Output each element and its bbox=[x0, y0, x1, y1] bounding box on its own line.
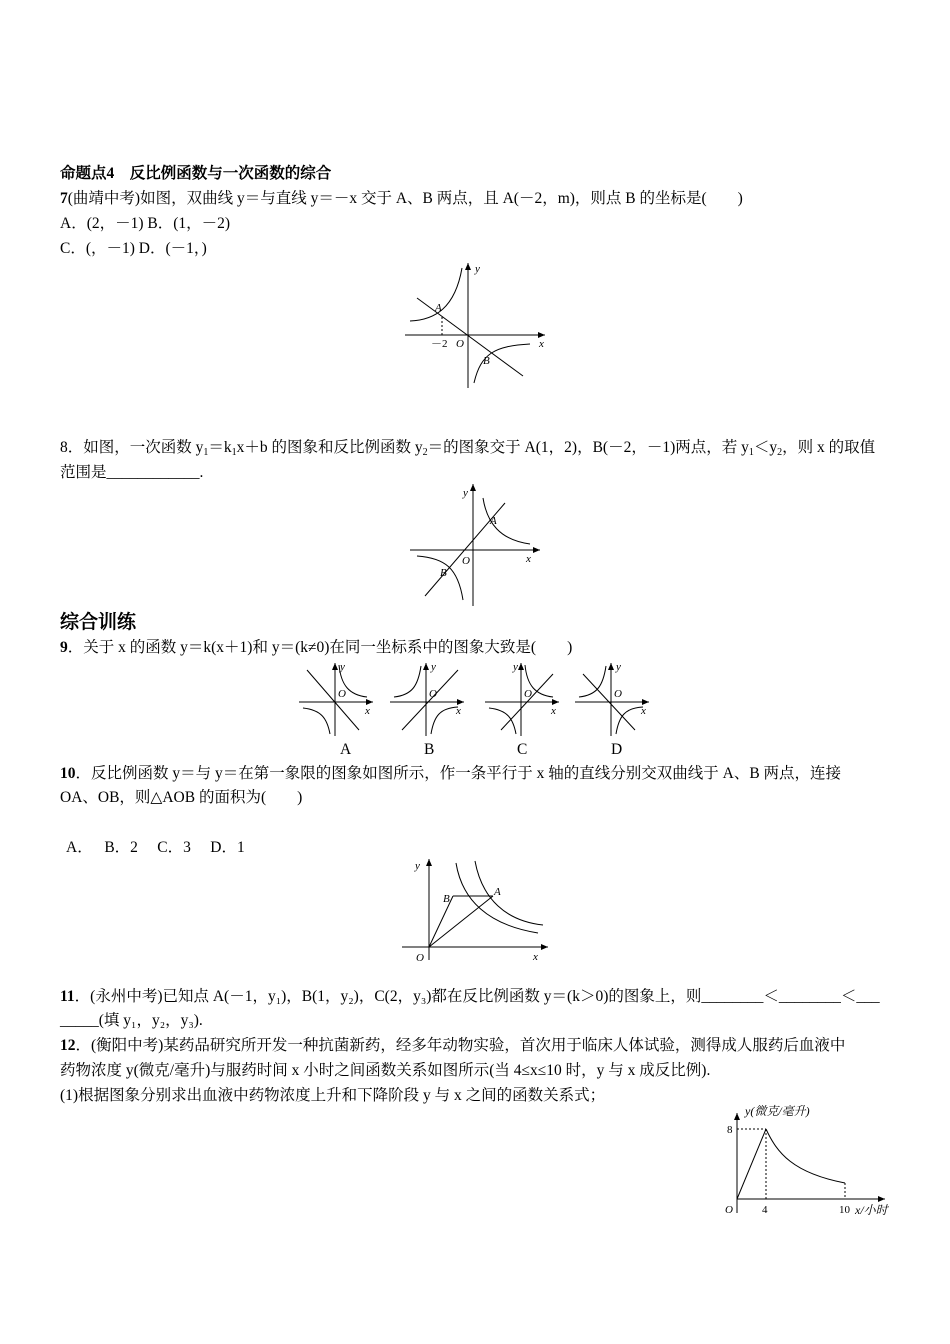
q11-line2: _____(填 y₁，y₂，y₃). bbox=[60, 1012, 203, 1029]
q9c-curve2 bbox=[489, 708, 516, 734]
q9a-o: O bbox=[338, 688, 346, 700]
q7-stem bbox=[60, 189, 743, 209]
section-title: 命题点4 反比例函数与一次函数的综合 bbox=[60, 165, 332, 182]
q12-tick-8: 8 bbox=[727, 1124, 733, 1136]
q9d-curve2 bbox=[616, 707, 643, 734]
q10-stem-text: ．反比例函数 y＝与 y＝在第一象限的图象如图所示，作一条平行于 x 轴的直线分别交双曲线于 A、B 两点，连接 bbox=[75, 765, 842, 782]
q9-graph-b bbox=[388, 660, 468, 738]
q9d-y: y bbox=[616, 661, 621, 673]
q10-line2: OA、OB，则△AOB 的面积为( ) bbox=[60, 789, 303, 806]
q12-y-label: y(微克/毫升) bbox=[745, 1104, 810, 1118]
q9-graph-c bbox=[483, 660, 563, 738]
q12-line1-text: ．(衡阳中考)某药品研究所开发一种抗菌新药，经多年动物实验，首次用于临床人体试验，测得成人服药后血液中 bbox=[75, 1037, 846, 1054]
q9-option-c: C bbox=[517, 741, 528, 758]
q10-curve-inner bbox=[456, 863, 538, 933]
q10-segment-oa bbox=[429, 896, 493, 947]
q9a-y: y bbox=[340, 661, 345, 673]
q9d-curve1 bbox=[579, 666, 606, 697]
q7-origin-label: O bbox=[456, 338, 464, 350]
q9-graph-a bbox=[297, 660, 377, 738]
q9b-x: x bbox=[456, 705, 461, 717]
q8-origin-label: O bbox=[462, 555, 470, 567]
q10-stem bbox=[60, 764, 841, 784]
q8-sub1: 1 bbox=[203, 447, 209, 458]
q9-option-a: A bbox=[340, 741, 352, 758]
q9c-o: O bbox=[524, 688, 532, 700]
q10-curve-outer bbox=[475, 861, 543, 925]
q9c-y: y bbox=[513, 661, 518, 673]
q7-number: 7 bbox=[60, 190, 68, 207]
q8-stem bbox=[60, 438, 875, 463]
q9b-curve2 bbox=[431, 707, 458, 734]
q9a-curve2 bbox=[303, 708, 330, 734]
q7-options-2: C．(，－1) D．(－1，) bbox=[60, 240, 207, 257]
q12-x-label: x/小时 bbox=[855, 1203, 888, 1217]
q12-rise-line bbox=[737, 1129, 766, 1199]
q9-option-d: D bbox=[611, 741, 623, 758]
q7-x-label: x bbox=[539, 338, 544, 350]
q12-line2: 药物浓度 y(微克/毫升)与服药时间 x 小时之间函数关系如图所示(当 4≤x≤10 时，y 与 x 成反比例). bbox=[60, 1062, 711, 1079]
q9-number: 9 bbox=[60, 639, 68, 656]
q8-t5: ＜y bbox=[753, 439, 778, 456]
q8-x-label: x bbox=[526, 553, 531, 565]
q10-point-a: A bbox=[494, 886, 501, 898]
q12-tick-4: 4 bbox=[762, 1204, 768, 1216]
q12-line1 bbox=[60, 1036, 845, 1056]
q9-graph-d bbox=[573, 660, 653, 738]
q10-y-label: y bbox=[415, 860, 420, 872]
q9b-y: y bbox=[431, 661, 436, 673]
q8-point-b: B bbox=[440, 567, 447, 579]
q12-origin: O bbox=[725, 1204, 733, 1216]
q8-sub2: 1 bbox=[231, 447, 237, 458]
q12-number: 12 bbox=[60, 1037, 76, 1054]
q9c-x: x bbox=[551, 705, 556, 717]
q7-point-a: A bbox=[435, 302, 442, 314]
q11-number: 11 bbox=[60, 988, 75, 1005]
q9-stem-text: ．关于 x 的函数 y＝k(x＋1)和 y＝(k≠0)在同一坐标系中的图象大致是( ) bbox=[67, 639, 573, 656]
q10-x-label: x bbox=[533, 951, 538, 963]
q7-point-b: B bbox=[483, 355, 490, 367]
q9d-o: O bbox=[614, 688, 622, 700]
q8-line2: 范围是____________. bbox=[60, 464, 204, 481]
q8-t2: ＝k bbox=[208, 439, 232, 456]
q9b-o: O bbox=[429, 688, 437, 700]
q10-origin: O bbox=[416, 952, 424, 964]
q9b-line bbox=[402, 670, 458, 730]
q8-t4: ＝的图象交于 A(1，2)，B(－2，－1)两点，若 y bbox=[427, 439, 749, 456]
q12-tick-10: 10 bbox=[839, 1204, 850, 1216]
q9d-x: x bbox=[641, 705, 646, 717]
q7-stem-text: (曲靖中考)如图，双曲线 y＝与直线 y＝－x 交于 A、B 两点，且 A(－2，m)，则点 B 的坐标是( ) bbox=[67, 190, 743, 207]
q8-number: 8 bbox=[60, 439, 68, 456]
q8-sub3: 2 bbox=[422, 447, 428, 458]
q8-t1: ．如图，一次函数 y bbox=[67, 439, 204, 456]
q8-sub5: 2 bbox=[777, 447, 783, 458]
q7-tick: －2 bbox=[431, 338, 448, 350]
q7-y-label: y bbox=[475, 263, 480, 275]
q8-point-a: A bbox=[490, 515, 497, 527]
q9-option-b: B bbox=[424, 741, 435, 758]
q8-sub4: 1 bbox=[748, 447, 754, 458]
q10-options: A． B．2 C．3 D．1 bbox=[66, 839, 245, 856]
q8-t6: ，则 x 的取值 bbox=[782, 439, 876, 456]
q12-line3: (1)根据图象分别求出血液中药物浓度上升和下降阶段 y 与 x 之间的函数关系式； bbox=[60, 1087, 606, 1104]
q12-figure bbox=[715, 1103, 900, 1221]
q7-options-1: A．(2，－1) B．(1，－2) bbox=[60, 215, 231, 232]
q9a-x: x bbox=[365, 705, 370, 717]
section2-title: 综合训练 bbox=[60, 611, 137, 633]
q7-line bbox=[417, 298, 523, 376]
q11-line1-text: ．(永州中考)已知点 A(－1，y₁)，B(1，y₂)，C(2，y₃)都在反比例函数 y＝(k＞0)的图象上，则________＜________＜___ bbox=[74, 988, 880, 1005]
q8-t3: x＋b 的图象和反比例函数 y bbox=[236, 439, 423, 456]
q10-point-b: B bbox=[443, 893, 450, 905]
q8-figure bbox=[405, 478, 545, 608]
q7-figure bbox=[395, 258, 555, 390]
q10-figure bbox=[398, 855, 553, 965]
q11-line1 bbox=[60, 987, 880, 1007]
q9b-curve1 bbox=[394, 666, 421, 697]
q10-number: 10 bbox=[60, 765, 76, 782]
q9a-line bbox=[307, 670, 359, 730]
q8-y-label: y bbox=[463, 487, 468, 499]
q12-decay-curve bbox=[766, 1129, 845, 1183]
q9-stem bbox=[60, 638, 572, 658]
